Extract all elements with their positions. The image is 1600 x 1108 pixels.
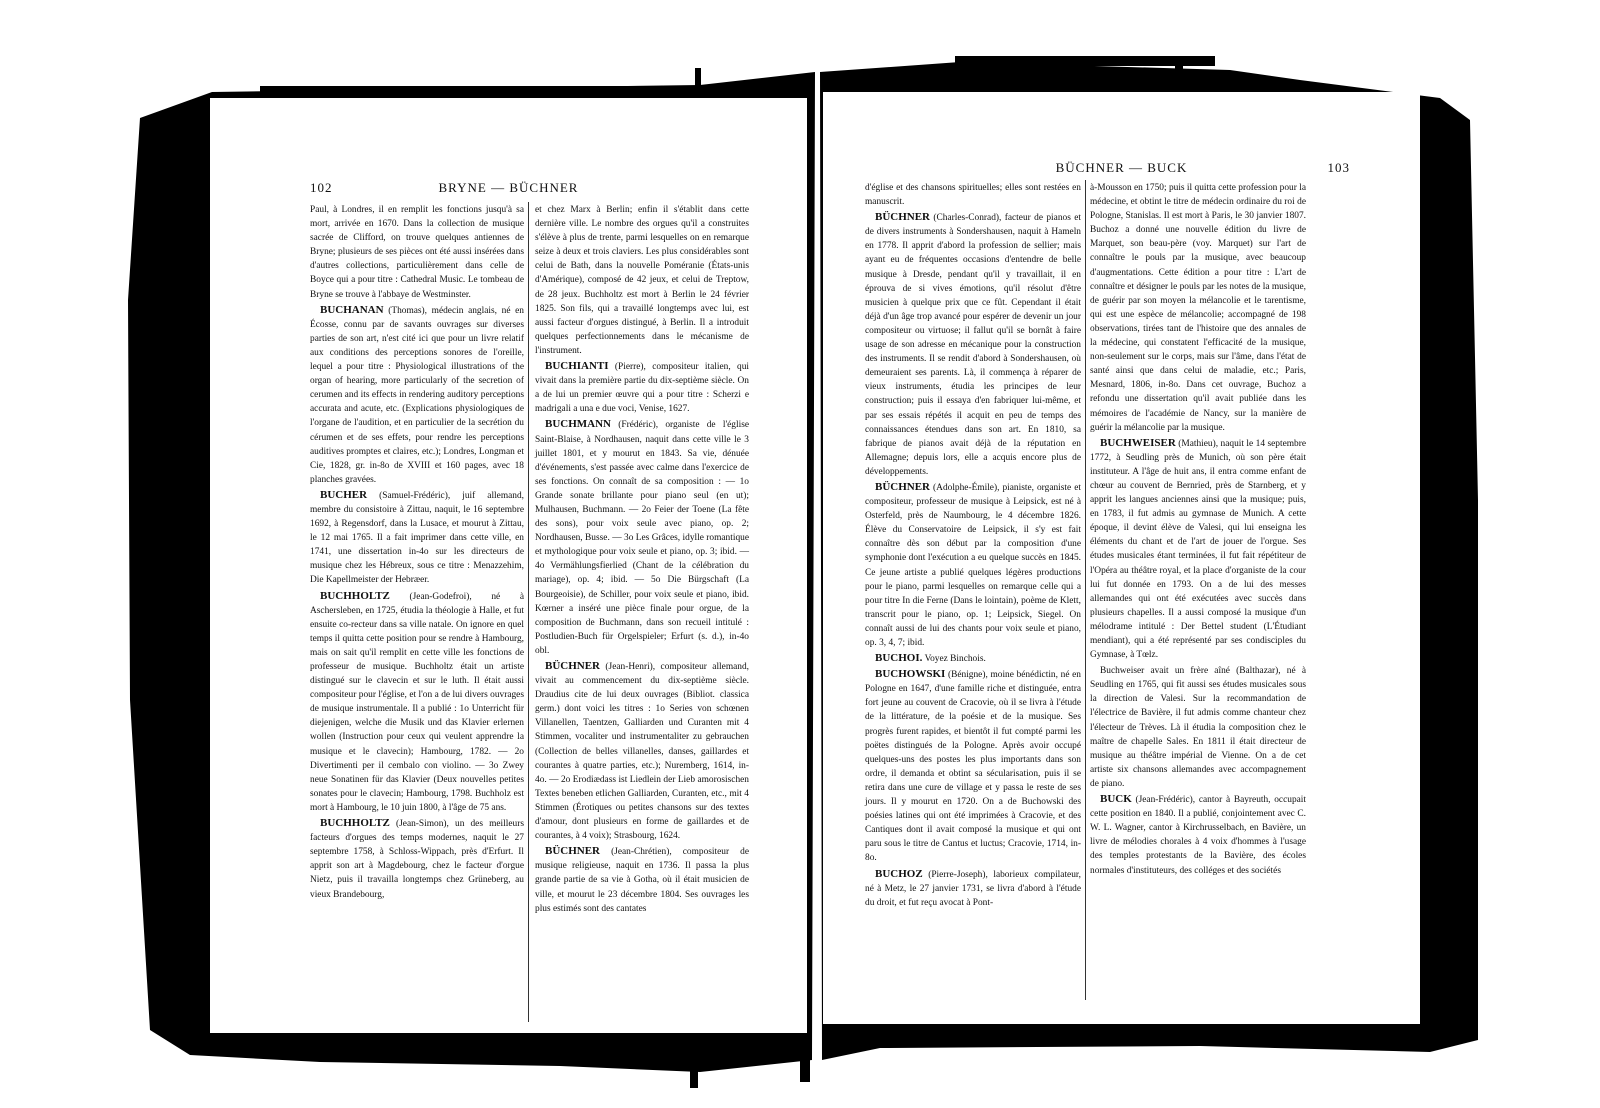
right-column-1 <box>865 180 1081 911</box>
dictionary-entry: BUCHWEISER (Mathieu), naquit le 14 septembre 1772, à Seudling près de Munich, où son père était instituteur. A l'âge de huit ans, il entra comme enfant de chœur au couvent de Bernried, près de Starnberg, et y apprit les langues anciennes ainsi que la musique; puis, en 1783, il fut admis au gymnase de Munich. A cette époque, il devint élève de Valesi, qui lui enseigna les éléments du chant et de l'art de jouer de l'orgue. Ses études musicales étant terminées, il fut fait répétiteur de l'Opéra au théâtre royal, et la place d'organiste de la cour lui fut donnée en 1793. On a de lui des messes allemandes qui ont été exécutées avec succès dans plusieurs chapelles. Il a aussi composé la musique d'un mélodrame intitulé : Der Bettel student (L'Étudiant mendiant), qui a été représenté par ses condisciples du Gymnase, à Tœlz. <box>1090 436 1306 661</box>
entry-headword: BÜCHNER <box>545 660 601 672</box>
left-page-header <box>210 180 807 202</box>
right-column-2 <box>1090 180 1306 879</box>
dictionary-entry: BÜCHNER (Jean-Chrétien), compositeur de musique religieuse, naquit en 1736. Il passa la plus grande partie de sa vie à Gotha, où il était musicien de ville, et mourut le 23 décembre 1804. Ses ouvrages les plus estimés sont des cantates <box>535 845 749 914</box>
entry-headword: BÜCHNER <box>545 845 601 858</box>
dictionary-entry: BUCHHOLTZ (Jean-Simon), un des meilleurs facteurs d'orgues des temps modernes, naquit le 27 septembre 1758, à Schloss-Wippach, près d'Erfurt. Il apprit son art à Magdebourg, chez le facteur d'orgue Nietz, puis il travailla longtemps chez Grüneberg, au vieux Brandebourg, <box>310 817 524 900</box>
entry-headword: BUCHHOLTZ <box>320 817 390 830</box>
entry-headword: BUCHIANTI <box>545 360 609 373</box>
left-page <box>210 98 807 1033</box>
dictionary-entry: BUCHMANN (Frédéric), organiste de l'église Saint-Blaise, à Nordhausen, naquit dans cette ville le 3 juillet 1801, et y mourut en 1843. Sa vie, dénuée d'événements, s'est passée avec calme dans l'exercice de ses fonctions. On connaît de sa composition : — 1o Grande sonate brillante pour piano seul (en ut); Mulhausen, Buchmann. — 2o Feier der Toene (La fête des sons), pour voix seule avec piano, op. 2; Nordhausen, Busse. — 3o Les Grâces, idylle romantique et mythologique pour voix seule et piano, op. 3; ibid. — 4o Vermählungsfierlied (Chant de la célébration du mariage), op. 4; ibid. — 5o Die Bürgschaft (La Bourgeoisie), de Schiller, pour voix seule et piano, ibid. Kœrner a inséré une pièce finale pour orgue, de la composition de Buchmann, dans son recueil intitulé : Postludien-Buch für Orgelspieler; Erfurt (s. d.), in-4o obl. <box>535 418 750 656</box>
dictionary-entry: BUCK (Jean-Frédéric), cantor à Bayreuth, occupait cette position en 1840. Il a publié, conjointement avec C. W. L. Wagner, cantor à Kirchrusselbach, en Bavière, un livre de mélodies chorales à 4 voix d'hommes à l'usage des temples protestants de la Bavière, des écoles normales d'instituteurs, des colléges et des sociétés <box>1090 793 1306 876</box>
column-divider <box>1085 180 1086 1000</box>
dictionary-entry: BUCHER (Samuel-Frédéric), juif allemand, membre du consistoire à Zittau, naquit, le 16 septembre 1692, à Regensdorf, dans la Lusace, et mourut à Zittau, le 12 mai 1765. Il a fait imprimer dans cette ville, en 1741, une dissertation in-4o sur les directeurs de musique chez les Hébreux, sous ce titre : Menazzehim, Die Kapellmeister der Hebræer. <box>310 488 524 586</box>
dictionary-entry: BUCHANAN (Thomas), médecin anglais, né en Écosse, connu par de savants ouvrages sur diverses parties de son art, n'est cité ici que pour un livre relatif aux conditions des perceptions sonores de l'oreille, lequel a pour titre : Physiological illustrations of the organ of hearing, more particularly of the secretion of cerumen and its effects in rendering auditory perceptions accurata and acute, etc. (Explications physiologiques de l'organe de l'audition, et en particulier de la secrétion du cérumen et de ses effets, pour rendre les perceptions auditives promptes et claires, etc.); Londres, Longman et Cie, 1828, gr. in-8o de XVIII et 160 pages, avec 18 planches gravées. <box>310 303 524 485</box>
right-page <box>823 92 1420 1024</box>
dictionary-entry: BÜCHNER (Jean-Henri), compositeur allemand, vivait au commencement du dix-septième siècle. Draudius cite de lui deux ouvrages (Bibliot. classica germ.) dont voici les titres : 1o Series von schœnen Villanellen, Taentzen, Galliarden und Curanten mit 4 Stimmen, vocaliter und instrumentaliter zu gebrauchen (Collection de belles villanelles, danses, gaillardes et courantes à quatre parties, etc.); Nuremberg, 1614, in-4o. — 2o Erodiædass ist Liedlein der Lieb amorosischen Textes beneben etlichen Galliarden, Curanten, etc., mit 4 Stimmen (Érotiques ou petites chansons sur des textes d'amour, dont plusieurs en forme de gaillardes et de courantes, à 4 voix); Strasbourg, 1624. <box>535 660 749 842</box>
dictionary-entry: Buchweiser avait un frère aîné (Balthazar), né à Seudling en 1765, qui fit aussi ses études musicales sous la direction de Valesi. Sur la recommandation de l'électrice de Bavière, il fut admis comme chanteur chez l'électeur de Trèves. Là il étudia la composition chez le maître de chapelle Sales. En 1811 il était directeur de musique au théâtre impérial de Vienne. On a de cet artiste six chansons allemandes avec accompagnement de piano. <box>1090 666 1306 789</box>
entry-headword: BUCHOI. <box>875 652 923 665</box>
entry-headword: BÜCHNER <box>875 211 931 224</box>
dictionary-entry: BUCHHOLTZ (Jean-Godefroi), né à Aschersleben, en 1725, étudia la théologie à Halle, et fut ensuite co-recteur dans sa ville natale. On ignore en quel temps il quitta cette position pour se rendre à Hambourg, mais on sait qu'il remplit en cette ville les fonctions de professeur de musique. Buchholtz était un artiste distingué sur le clavecin et sur le luth. Il était aussi compositeur pour l'église, et l'on a de lui divers ouvrages de musique instrumentale. Il a publié : 1o Unterricht für diejenigen, welche die Musik und das Klavier erlernen wollen (Instruction pour ceux qui veulent apprendre la musique et le clavecin); Hambourg, 1782. — 2o Divertimenti per il cembalo con violino. — 3o Zwey neue Sonatinen für das Klavier (Deux nouvelles petites sonates pour le clavecin; Hambourg, 1798. Buchholz est mort à Hambourg, le 10 juin 1800, à l'âge de 75 ans. <box>310 589 524 813</box>
right-page-number: 103 <box>1327 160 1350 175</box>
right-page-header <box>823 160 1420 182</box>
dictionary-entry: Paul, à Londres, il en remplit les fonctions jusqu'à sa mort, arrivée en 1670. Dans la collection de musique sacrée de Clifford, on trouve quelques antiennes de Bryne; plusieurs de ses pièces ont été aussi insérées dans d'autres collections, particulièrement dans celle de Boyce qui a pour titre : Cathedral Music. Le tombeau de Bryne se trouve à l'abbaye de Westminster. <box>310 205 524 300</box>
entry-headword: BUCHANAN <box>320 303 384 316</box>
dictionary-entry: BUCHIANTI (Pierre), compositeur italien, qui vivait dans la première partie du dix-septième siècle. On a de lui un premier œuvre qui a pour titre : Scherzi e madrigali a una e due voci, Venise, 1627. <box>535 360 749 415</box>
dictionary-entry: BÜCHNER (Charles-Conrad), facteur de pianos et de divers instruments à Sondershausen, naquit à Hameln en 1778. Il apprit d'abord la profession de sellier; mais ayant eu de fréquentes occasions d'entendre de belle musique à Dresde, pendant qu'il y travaillait, il en éprouva de si vives émotions, qu'il résolut d'être musicien à quelque prix que ce fût. Cependant il était déjà d'un âge trop avancé pour espérer de devenir un jour compositeur ou virtuose; il fallut qu'il se bornât à faire usage de son adresse en mécanique pour la construction des instruments. Il se rendit d'abord à Sondershausen, où demeuraient ses parents. Là, il commença à réparer de vieux instruments, étudia les principes de leur construction; puis il essaya d'en fabriquer lui-même, et par ses essais répétés il acquit en peu de temps des connaissances étendues dans son art. En 1810, sa fabrique de pianos avait déjà de la réputation en Allemagne; depuis lors, elle a acquis encore plus de développements. <box>865 211 1081 477</box>
dictionary-entry: et chez Marx à Berlin; enfin il s'établit dans cette dernière ville. Le nombre des orgues qu'il a construites s'élève à plus de trente, parmi lesquelles on en remarque seize à deux et trois claviers. Les plus considérables sont celui de Bath, dans la nouvelle Poméranie (États-unis d'Amérique), composé de 42 jeux, et celui de Treptow, de 28 jeux. Buchholtz est mort à Berlin le 24 février 1825. Son fils, qui a travaillé longtemps avec lui, est aussi facteur d'orgues distingué, à Berlin. Il a introduit quelques perfectionnements dans le mécanisme de l'instrument. <box>535 205 749 356</box>
entry-headword: BUCHOZ <box>875 867 923 880</box>
dictionary-entry: BUCHOWSKI (Bénigne), moine bénédictin, né en Pologne en 1647, d'une famille riche et distinguée, entra fort jeune au couvent de Cracovie, où il se livra à l'étude de la littérature, de la poésie et de la musique. Ses progrès furent rapides, et bientôt il fut compté parmi les poëtes distingués de la Pologne. Après avoir occupé quelques-uns des postes les plus importants dans son ordre, il demanda et obtint sa sécularisation, puis il se retira dans une cure de village et y passa le reste de ses jours. Il y mourut en 1720. On a de Buchowski des poésies latines qui ont été imprimées à Cracovie, et des Cantiques dont il avait composé la musique et qui ont paru sous le titre de Cantus et luctus; Cracovie, 1714, in-8o. <box>865 668 1081 864</box>
entry-headword: BÜCHNER <box>875 480 931 493</box>
left-column-1 <box>310 202 524 903</box>
entry-headword: BUCK <box>1100 793 1132 806</box>
entry-headword: BUCHMANN <box>545 418 611 431</box>
dictionary-entry: BUCHOI. Voyez Binchois. <box>875 652 986 665</box>
dictionary-entry: à-Mousson en 1750; puis il quitta cette profession pour la médecine, et obtint le titre de médecin ordinaire du roi de Pologne, Stanislas. Il est mort à Paris, le 30 janvier 1807. Buchoz a donné une nouvelle édition du livre de Marquet, son beau-père (voy. Marquet) sur l'art de connaître le pouls par la musique, avec beaucoup d'augmentations. Cette édition a pour titre : L'art de connaître et désigner le pouls par les notes de la musique, de guérir par son moyen la mélancolie et le tarentisme, qui est une espèce de mélancolie; accompagné de 198 observations, tirées tant de l'histoire que des annales de la médecine, qui constatent l'efficacité de la musique, non-seulement sur le corps, mais sur l'âme, dans l'état de santé ainsi que dans celui de maladie, etc.; Paris, Mesnard, 1806, in-8o. Dans cet ouvrage, Buchoz a refondu une dissertation qu'il avait publiée dans les mémoires de l'académie de Nancy, sur la manière de guérir la mélancolie par la musique. <box>1090 183 1306 433</box>
left-running-head: BRYNE — BÜCHNER <box>438 180 579 195</box>
entry-headword: BUCHER <box>320 488 368 501</box>
left-column-2 <box>535 202 749 917</box>
dictionary-entry: BÜCHNER (Adolphe-Émile), pianiste, organiste et compositeur, professeur de musique à Leipsick, est né à Osterfeld, près de Naumbourg, le 4 décembre 1826. Élève du Conservatoire de Leipsick, il s'y est fait connaître dès son début par la composition d'une symphonie dont l'exécution a eu quelque succès en 1845. Ce jeune artiste a publié quelques légères productions pour le piano, parmi lesquelles on remarque celle qui a pour titre In die Ferne (Dans le lointain), poème de Klett, transcrit pour le piano, op. 1; Leipsick, Siegel. On connaît aussi de lui des chants pour voix seule et piano, op. 3, 4, 7; ibid. <box>865 480 1081 648</box>
left-page-number: 102 <box>310 180 333 195</box>
entry-headword: BUCHWEISER <box>1100 436 1176 449</box>
entry-headword: BUCHOWSKI <box>875 668 946 681</box>
right-running-head: BÜCHNER — BUCK <box>1055 160 1188 175</box>
dictionary-entry: d'église et des chansons spirituelles; elles sont restées en manuscrit. <box>865 183 1081 208</box>
dictionary-entry: BUCHOZ (Pierre-Joseph), laborieux compilateur, né à Metz, le 27 janvier 1731, se livra d'abord à l'étude du droit, et fut reçu avocat à Pont- <box>865 867 1081 908</box>
entry-headword: BUCHHOLTZ <box>320 589 390 602</box>
column-divider <box>528 202 529 1022</box>
